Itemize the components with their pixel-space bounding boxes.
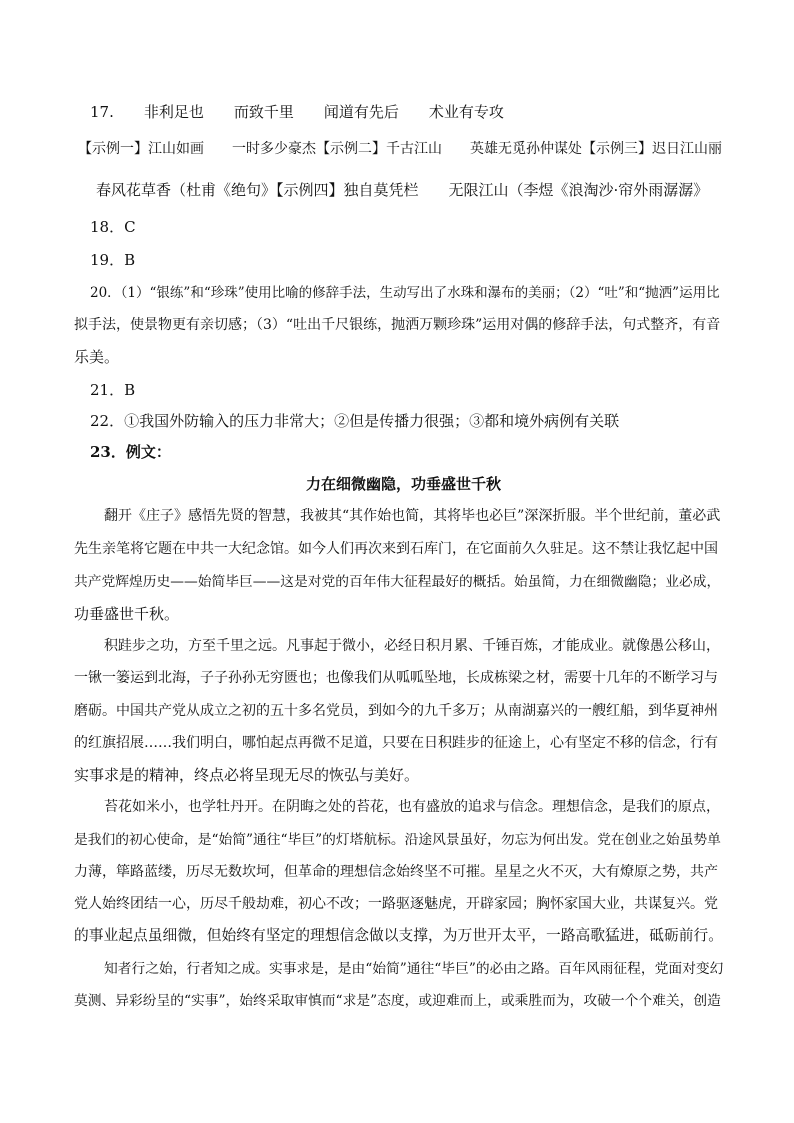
- q17-line1: 17. 非利足也 而致千里 闻道有先后 术业有专攻: [90, 103, 504, 121]
- essay-p3-line: 的事业起点虽细微，但始终有坚定的理想信念做以支撑，为万世开太平，一路高歌猛进，砥砺前行。: [74, 927, 723, 944]
- q20-line1: 20．（1）“银练”和“珍珠”使用比喻的修辞手法，生动写出了水珠和瀑布的美丽；（2）“吐”和“抛洒”运用比: [90, 285, 720, 301]
- essay-p3-line: 是我们的初心使命，是“始简”通往“毕巨”的灯塔航标。沿途风景虽好，勿忘为何出发。党在创业之始虽势单: [74, 832, 721, 848]
- essay-p4-line: 莫测、异彩纷呈的“实事”，始终采取审慎而“求是”态度，或迎难而上，或乘胜而为，攻破一个个难关，创造: [74, 993, 721, 1009]
- q17-line3: 春风花草香（杜甫《绝句》【示例四】独自莫凭栏 无限江山（李煜《浪淘沙·帘外雨潺潺》: [96, 181, 709, 199]
- essay-p4-line: 知者行之始，行者知之成。实事求是，是由“始简”通往“毕巨”的必由之路。百年风雨征程，党面对变幻: [104, 961, 724, 977]
- answer-19: 19．B: [90, 251, 136, 269]
- essay-p3-line: 苔花如米小，也学牡丹开。在阴晦之处的苔花，也有盛放的追求与信念。理想信念，是我们的原点，: [104, 799, 720, 815]
- essay-title: 力在细微幽隐，功垂盛世千秋: [306, 475, 502, 493]
- essay-p2-line: 实事求是的精神，终点必将呈现无尽的恢弘与美好。: [74, 766, 420, 784]
- q20-line3: 乐美。: [74, 348, 120, 366]
- answer-18: 18．C: [90, 218, 136, 236]
- essay-p3-line: 力薄，筚路蓝缕，历尽无数坎坷，但革命的理想信念始终坚不可摧。星星之火不灭，大有燎原之势，共产: [74, 864, 718, 880]
- essay-p2-line: 的红旗招展……我们明白，哪怕起点再微不足道，只要在日积跬步的征途上，心有坚定不移的信念，行有: [74, 735, 718, 751]
- essay-p2-line: 积跬步之功，方至千里之远。凡事起于微小，必经日积月累、千锤百炼，才能成业。就像愚公移山，: [104, 638, 720, 654]
- q20-line2: 拟手法，使景物更有亲切感；（3）“吐出千尺银练，抛洒万颗珍珠”运用对偶的修辞手法，句式整齐，有音: [74, 317, 721, 333]
- essay-p1-line: 先生亲笔将它题在中共一大纪念馆。如今人们再次来到石库门，在它面前久久驻足。这不禁让我忆起中国: [74, 541, 718, 557]
- essay-p1-line: 共产党辉煌历史——始简毕巨——这是对党的百年伟大征程最好的概括。始虽简，力在细微幽隐；业必成，: [74, 574, 721, 590]
- answer-21: 21．B: [90, 381, 136, 399]
- answer-22: 22．①我国外防输入的压力非常大；②但是传播力很强；③都和境外病例有关联: [90, 412, 620, 430]
- q17-line2: 【示例一】江山如画 一时多少豪杰【示例二】千古江山 英雄无觅孙仲谋处【示例三】迟日江山丽: [78, 141, 722, 157]
- essay-p1-line: 功垂盛世千秋。: [74, 605, 180, 623]
- answer-23-label: 23．例文：: [90, 443, 171, 461]
- essay-p2-line: 一锹一篓运到北海，子子孙孙无穷匮也；也像我们从呱呱坠地，长成栋梁之材，需要十几年的不断学习与: [74, 670, 718, 686]
- essay-p2-line: 磨砺。中国共产党从成立之初的五十多名党员，到如今的九千多万；从南湖嘉兴的一艘红船，到华夏神州: [74, 703, 718, 719]
- essay-p1-line: 翻开《庄子》感悟先贤的智慧，我被其“其作始也简，其将毕也必巨”深深折服。半个世纪前，董必武: [104, 508, 721, 524]
- essay-p3-line: 党人始终团结一心，历尽千般劫难，初心不改；一路驱逐魅虎，开辟家园；胸怀家国大业，共谋复兴。党: [74, 896, 718, 912]
